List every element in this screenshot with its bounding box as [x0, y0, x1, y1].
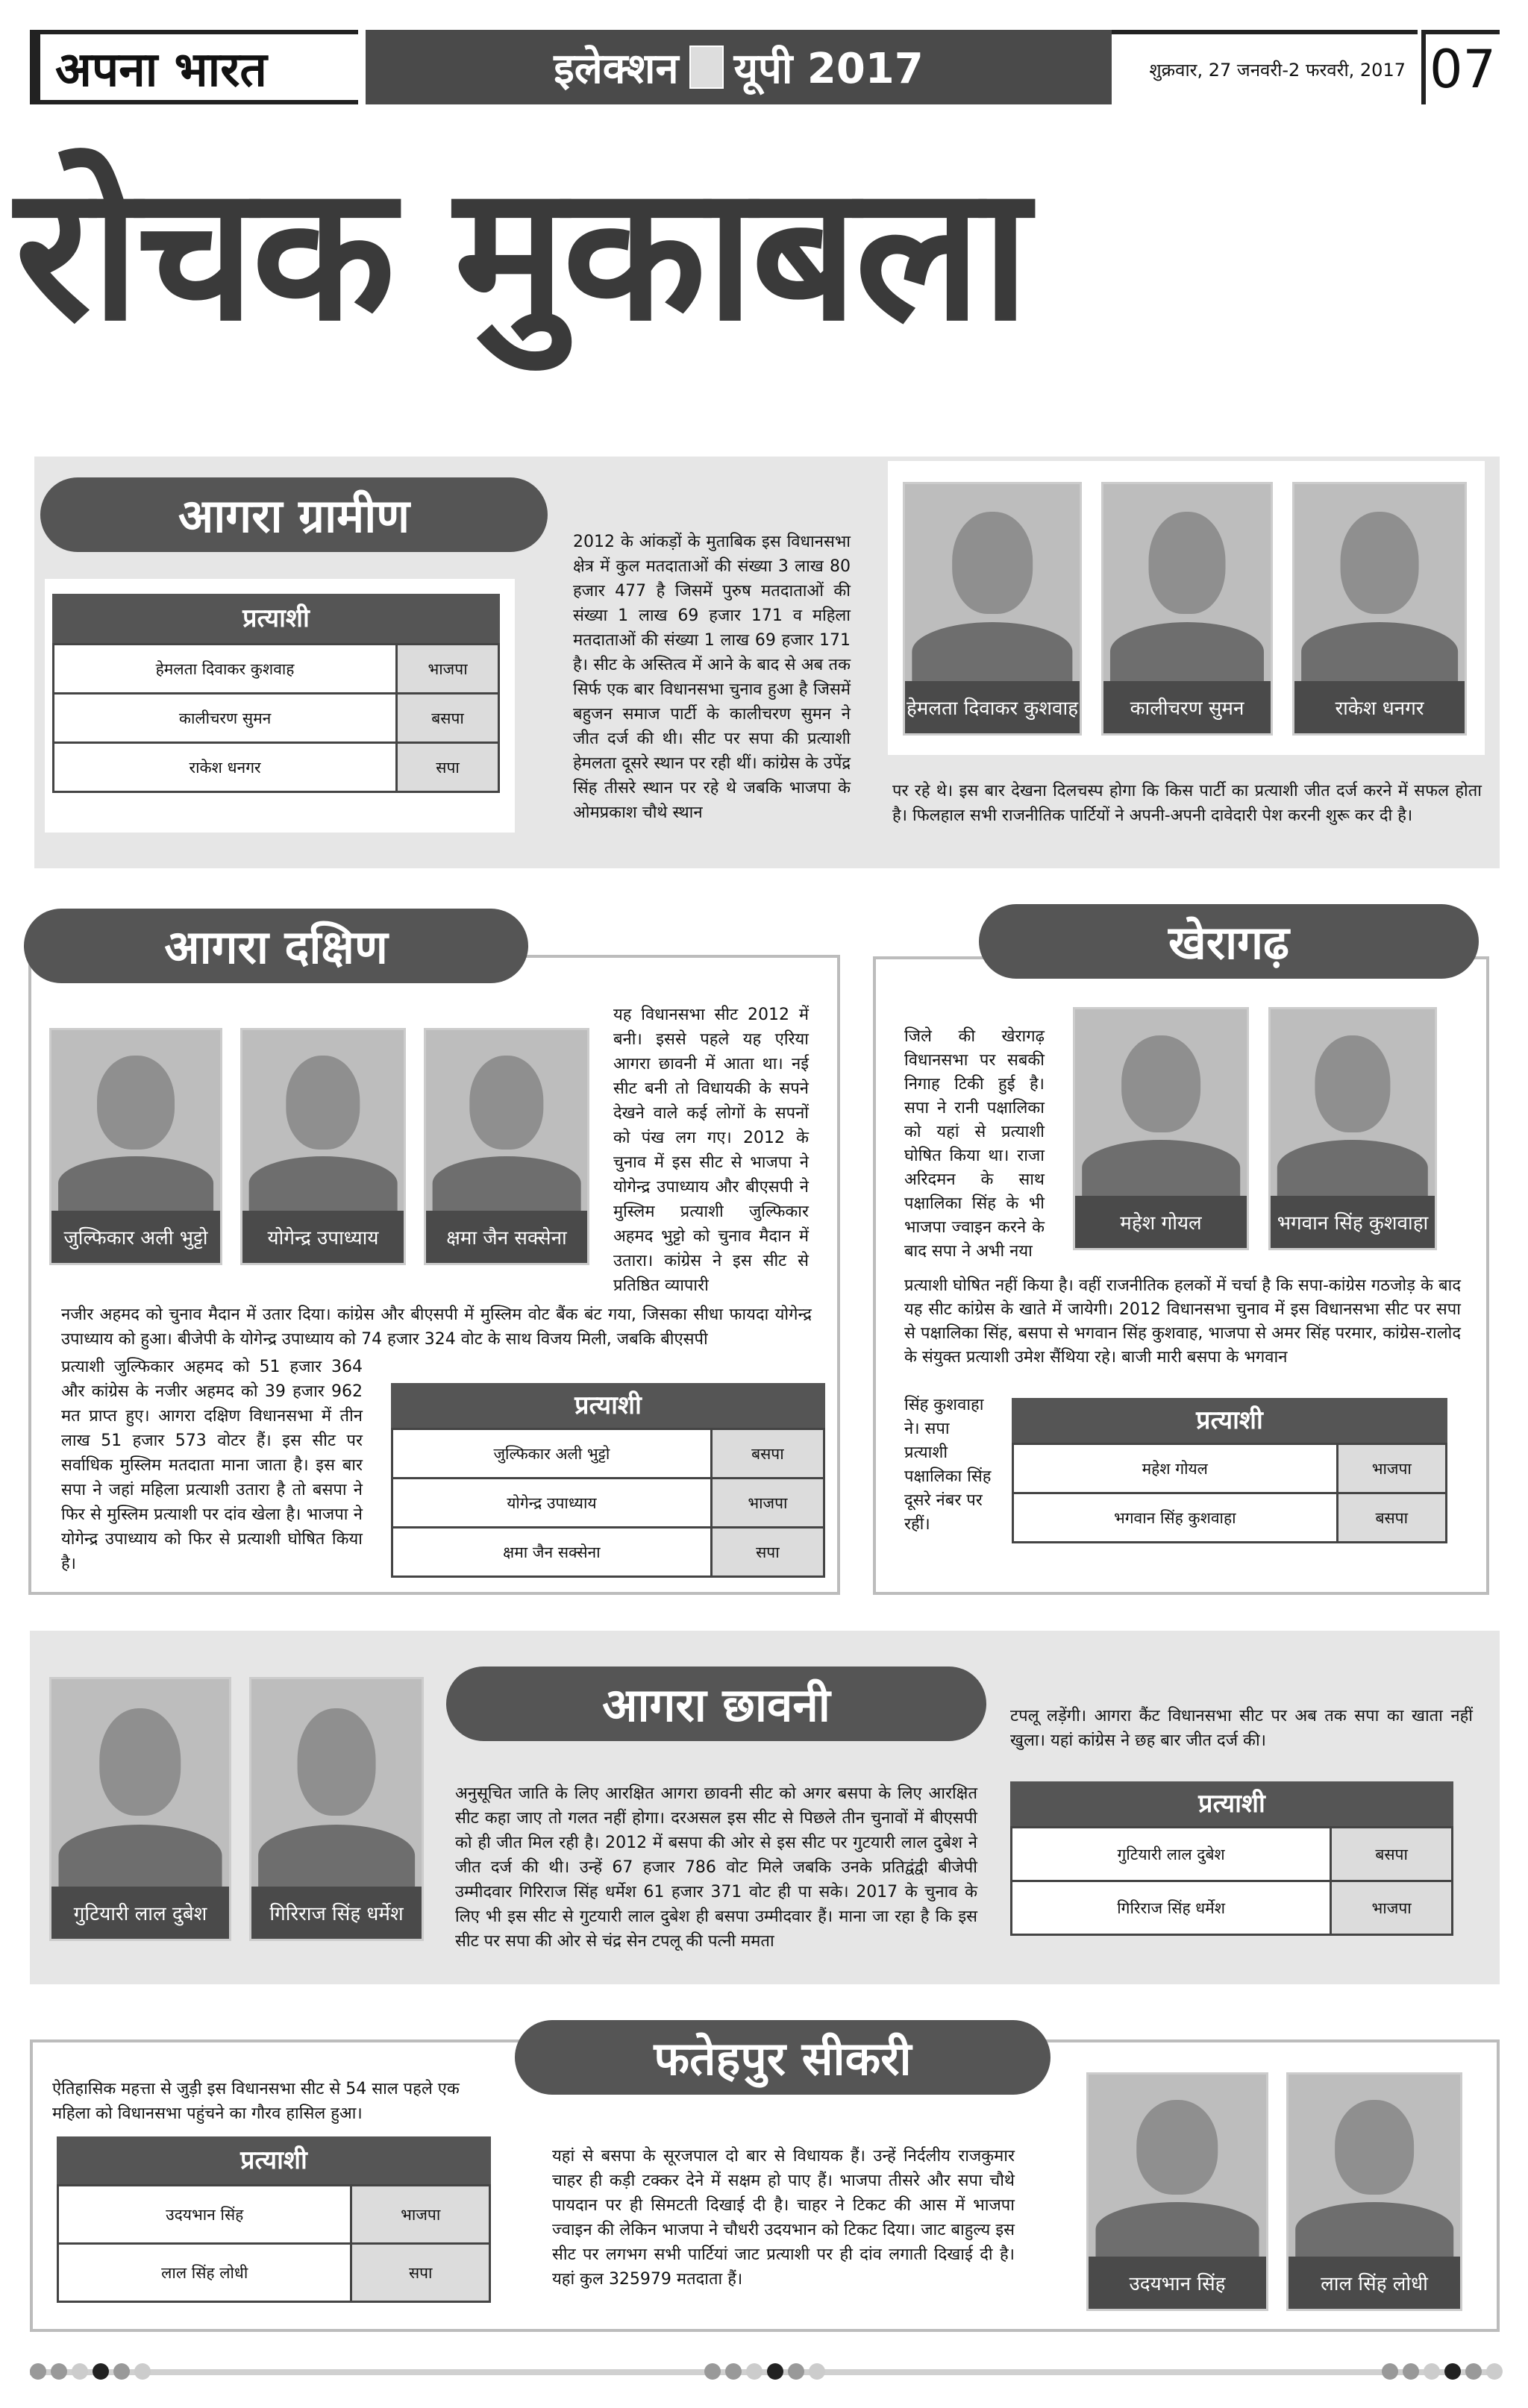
section-title-kheragarh [979, 904, 1479, 979]
section-title-agra-chhavni [446, 1667, 986, 1741]
table-row [392, 1479, 824, 1528]
photo-caption: योगेन्द्र उपाध्याय [242, 1211, 404, 1263]
article-text-agra-gramin-b: पर रहे थे। इस बार देखना दिलचस्प होगा कि किस पार्टी का प्रत्याशी जीत दर्ज करने में सफल होता है। फिलहाल सभी राजनीतिक पार्टियों ने अपनी-अपनी दावेदारी पेश करनी शुरू कर दी है। [892, 782, 1482, 825]
title-text: आगरा छावनी [602, 1678, 830, 1732]
article-text-agra-chhavni-b: टपलू लड़ेंगी। आगरा कैंट विधानसभा सीट पर अब तक सपा का खाता नहीं खुला। यहां कांग्रेस ने छह बार जीत दर्ज की। [1010, 1707, 1473, 1750]
candidate-party: भाजपा [351, 2186, 490, 2244]
title-text: खेरागढ़ [1168, 915, 1289, 970]
section-title-fatehpur-sikri [515, 2020, 1050, 2095]
candidate-photo [1268, 1007, 1437, 1250]
table-row [1012, 1881, 1453, 1935]
article-text-kheragarh-a: जिले की खेरागढ़ विधानसभा पर सबकी निगाह टिकी हुई है। सपा ने रानी पक्षालिका को यहां से प्रत्याशी घोषित किया था। राजा अरिदमन के साथ पक्षालिका सिंह के भी भाजपा ज्वाइन करने के बाद सपा ने अभी नया [904, 1027, 1045, 1261]
photo-caption: महेश गोयल [1075, 1196, 1247, 1248]
title-text: फतेहपुर सीकरी [654, 2031, 912, 2086]
table-header: प्रत्याशी [1010, 1781, 1453, 1826]
candidate-name: जुल्फिकार अली भुट्टो [392, 1429, 712, 1479]
table-header: प्रत्याशी [57, 2136, 491, 2184]
table-row [58, 2186, 490, 2244]
candidate-photo [1073, 1007, 1249, 1250]
article-text-agra-dakshin-c: प्रत्याशी जुल्फिकार अहमद को 51 हजार 364 और कांग्रेस के नजीर अहमद को 39 हजार 962 मत प्राप्त हुए। आगरा दक्षिण विधानसभा में तीन लाख 51 हजार 573 वोटर हैं। इस सीट पर सर्वाधिक मुस्लिम मतदाता माना जाता है। इस बार सपा ने जहां महिला प्रत्याशी उतारा है तो बसपा ने फिर से मुस्लिम प्रत्याशी पर दांव खेला है। भाजपा ने योगेन्द्र उपाध्याय को फिर से प्रत्याशी घोषित किया है। [61, 1358, 363, 1573]
candidate-photo [903, 482, 1082, 736]
candidate-party: बसपा [1331, 1828, 1453, 1881]
masthead-text: अपना भारत [55, 41, 267, 98]
candidate-party: सपा [711, 1528, 824, 1577]
candidate-party: भाजपा [397, 645, 499, 694]
table-row [58, 2244, 490, 2302]
candidate-photo [1101, 482, 1273, 736]
candidate-name: राकेश धनगर [54, 743, 397, 792]
table-row [1013, 1493, 1447, 1543]
candidate-name: हेमलता दिवाकर कुशवाह [54, 645, 397, 694]
candidate-table-agra-chhavni [1010, 1781, 1453, 1936]
election-banner [366, 30, 1112, 104]
candidate-name: क्षमा जैन सक्सेना [392, 1528, 712, 1577]
table-row [1012, 1828, 1453, 1881]
photo-caption: भगवान सिंह कुशवाहा [1271, 1196, 1435, 1248]
article-text-agra-dakshin-b: नजीर अहमद को चुनाव मैदान में उतार दिया। कांग्रेस और बीएसपी में मुस्लिम वोट बैंक बंट गया, जिसका सीधा फायदा योगेन्द्र उपाध्याय को हुआ। बीजेपी के योगेन्द्र उपाध्याय को 74 हजार 324 वोट के साथ विजय मिली, जबकि बीएसपी [61, 1305, 812, 1349]
photo-caption: हेमलता दिवाकर कुशवाह [905, 681, 1080, 733]
ink-finger-icon [689, 46, 724, 89]
table-header: प्रत्याशी [1012, 1398, 1447, 1443]
banner-right-text: यूपी 2017 [733, 45, 924, 93]
candidate-party: सपा [397, 743, 499, 792]
photo-caption: राकेश धनगर [1294, 681, 1465, 733]
footer-dots-right [1382, 2363, 1503, 2380]
table-header: प्रत्याशी [52, 594, 500, 643]
candidate-table-fatehpur-sikri [57, 2136, 491, 2303]
candidate-photo [49, 1028, 222, 1265]
photo-caption: क्षमा जैन सक्सेना [426, 1211, 587, 1263]
candidate-party: बसपा [1337, 1493, 1446, 1543]
article-text-agra-chhavni-a: अनुसूचित जाति के लिए आरक्षित आगरा छावनी सीट को अगर बसपा के लिए आरक्षित सीट कहा जाए तो गलत नहीं होगा। दरअसल इस सीट से पिछले तीन चुनावों में बीएसपी को ही जीत मिल रही है। 2012 में बसपा की ओर से इस सीट पर गुटयारी लाल दुबेश ने जीत दर्ज की थी। उन्हें 67 हजार 786 वोट मिले जबकि उनके प्रतिद्वंद्वी बीजेपी उम्मीदवार गिरिराज सिंह धर्मेश 61 हजार 371 वोट ही पा सके। 2017 के चुनाव के लिए भी इस सीट से गुटयारी लाल दुबेश ही बसपा उम्मीदवार हैं। माना जा रहा है कि इस सीट पर सपा की ओर से चंद्र सेन टपलू की पत्नी ममता [455, 1784, 977, 1951]
candidate-party: बसपा [711, 1429, 824, 1479]
article-text-kheragarh-c: सिंह कुशवाहा ने। सपा प्रत्याशी पक्षालिका सिंह दूसरे नंबर पर रहीं। [904, 1396, 992, 1534]
candidate-photo [1286, 2072, 1462, 2311]
candidate-name: महेश गोयल [1013, 1444, 1338, 1493]
issue-date: शुक्रवार, 27 जनवरी-2 फरवरी, 2017 [1112, 30, 1418, 104]
banner-left-text: इलेक्शन [554, 45, 679, 93]
table-row [1013, 1444, 1447, 1493]
page-number: 07 [1421, 30, 1500, 104]
candidate-name: भगवान सिंह कुशवाहा [1013, 1493, 1338, 1543]
photo-caption: गुटियारी लाल दुबेश [51, 1887, 229, 1939]
candidate-name: योगेन्द्र उपाध्याय [392, 1479, 712, 1528]
table-row [54, 694, 499, 743]
section-title-agra-gramin [40, 477, 548, 552]
photo-caption: उदयभान सिंह [1089, 2257, 1266, 2309]
photo-caption: लाल सिंह लोधी [1289, 2257, 1460, 2309]
article-text-fatehpur-sikri-a: ऐतिहासिक महत्ता से जुड़ी इस विधानसभा सीट से 54 साल पहले एक महिला को विधानसभा पहुंचने का गौरव हासिल हुआ। [52, 2080, 460, 2123]
table-row [392, 1429, 824, 1479]
article-text-fatehpur-sikri-b: यहां से बसपा के सूरजपाल दो बार से विधायक हैं। उन्हें निर्दलीय राजकुमार चाहर ही कड़ी टक्कर देने में सक्षम हो पाए हैं। भाजपा तीसरे और सपा चौथे पायदान पर ही सिमटती दिखाई दी है। चाहर ने टिकट की आस में भाजपा ज्वाइन की लेकिन भाजपा ने चौधरी उदयभान को टिकट दिया। जाट बाहुल्य इस सीट पर लगभग सभी पार्टियां जाट प्रत्याशी पर ही दांव लगाती दिखाई दी है। यहां कुल 325979 मतदाता हैं। [552, 2147, 1015, 2289]
article-text-agra-dakshin-a: यह विधानसभा सीट 2012 में बनी। इससे पहले यह एरिया आगरा छावनी में आता था। नई सीट बनी तो विधायकी के सपने देखने वाले कई लोगों के सपनों को पंख लग गए। 2012 के चुनाव में इस सीट से भाजपा ने योगेन्द्र उपाध्याय और बीएसपी ने मुस्लिम प्रत्याशी जुल्फिकार अहमद भुट्टो को चुनाव मैदान में उतारा। कांग्रेस ने इस सीट से प्रतिष्ठित व्यापारी [613, 1006, 809, 1295]
photo-caption: जुल्फिकार अली भुट्टो [51, 1211, 220, 1263]
candidate-name: गुटियारी लाल दुबेश [1012, 1828, 1331, 1881]
candidate-name: गिरिराज सिंह धर्मेश [1012, 1881, 1331, 1935]
candidate-photo [1292, 482, 1467, 736]
masthead-logo [30, 30, 358, 104]
candidate-name: उदयभान सिंह [58, 2186, 351, 2244]
section-title-agra-dakshin [24, 909, 528, 983]
candidate-photo [249, 1677, 424, 1941]
candidate-photo [240, 1028, 406, 1265]
photo-caption: कालीचरण सुमन [1103, 681, 1271, 733]
candidate-name: कालीचरण सुमन [54, 694, 397, 743]
candidate-table-agra-gramin [52, 594, 500, 793]
footer-dots-left [30, 2363, 151, 2380]
candidate-party: भाजपा [1331, 1881, 1453, 1935]
table-row [54, 743, 499, 792]
article-text-kheragarh-b: प्रत्याशी घोषित नहीं किया है। वहीं राजनीतिक हलकों में चर्चा है कि सपा-कांग्रेस गठजोड़ के बाद यह सीट कांग्रेस के खाते में जायेगी। 2012 विधानसभा चुनाव में इस विधानसभा सीट पर सपा से पक्षालिका सिंह, बसपा से भगवान सिंह कुशवाह, भाजपा से अमर सिंह परमार, कांग्रेस-रालोद के संयुक्त प्रत्याशी उमेश सैंथिया रहे। बाजी मारी बसपा के भगवान [904, 1276, 1461, 1367]
title-text: आगरा दक्षिण [164, 920, 388, 974]
candidate-photo [1086, 2072, 1268, 2311]
table-row [54, 645, 499, 694]
candidate-photo [424, 1028, 589, 1265]
photo-caption: गिरिराज सिंह धर्मेश [251, 1887, 422, 1939]
candidate-party: सपा [351, 2244, 490, 2302]
candidate-photo [49, 1677, 231, 1941]
page-headline: रोचक मुकाबला [15, 145, 1027, 362]
candidate-name: लाल सिंह लोधी [58, 2244, 351, 2302]
table-header: प्रत्याशी [391, 1383, 825, 1428]
footer-dots-center [704, 2363, 825, 2380]
candidate-party: भाजपा [711, 1479, 824, 1528]
candidate-table-agra-dakshin [391, 1383, 825, 1578]
candidate-table-kheragarh [1012, 1398, 1447, 1543]
candidate-party: बसपा [397, 694, 499, 743]
table-row [392, 1528, 824, 1577]
article-text-agra-gramin-a: 2012 के आंकड़ों के मुताबिक इस विधानसभा क्षेत्र में कुल मतदाताओं की संख्या 3 लाख 80 हजार 477 है जिसमें पुरुष मतदाताओं की संख्या 1 लाख 69 हजार 171 व महिला मतदाताओं की संख्या 1 लाख 69 हजार 171 है। सीट के अस्तित्व में आने के बाद से अब तक सिर्फ एक बार विधानसभा चुनाव हुआ है जिसमें बहुजन समाज पार्टी के कालीचरण सुमन ने जीत दर्ज की थी। सीट पर सपा की प्रत्याशी हेमलता दूसरे स्थान पर रही थीं। कांग्रेस के उपेंद्र सिंह तीसरे स्थान पर रहे थे जबकि भाजपा के ओमप्रकाश चौथे स्थान [573, 533, 851, 822]
title-text: आगरा ग्रामीण [178, 489, 410, 543]
candidate-party: भाजपा [1337, 1444, 1446, 1493]
